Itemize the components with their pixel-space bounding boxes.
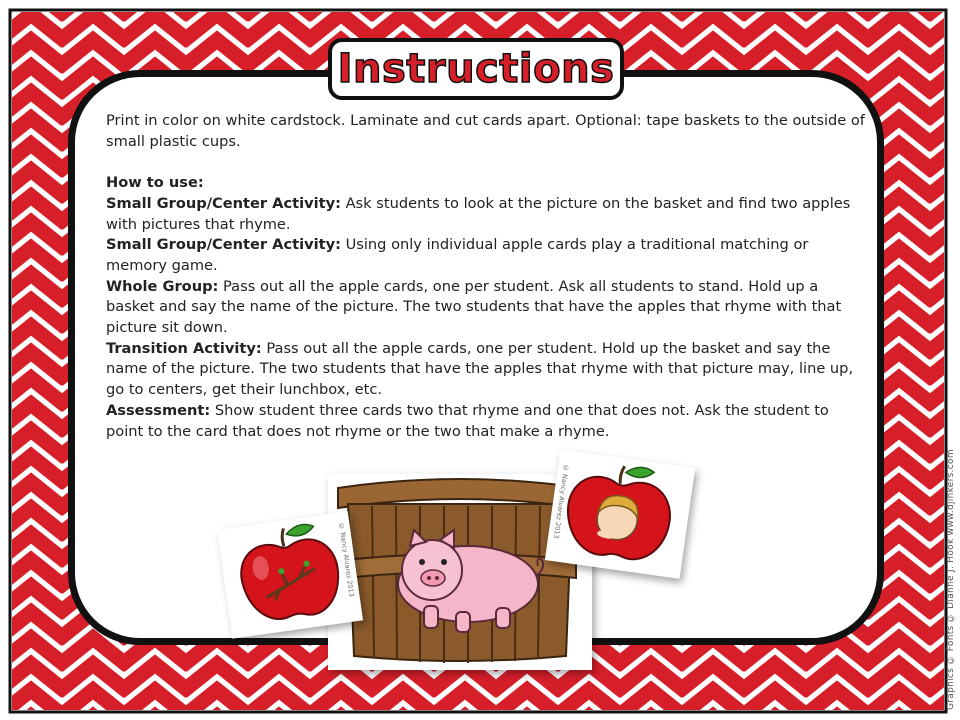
activity-label: Small Group/Center Activity: [106,236,341,254]
title-box [328,38,624,100]
card-credit: © Nancy Alvarez 2013 [337,521,356,598]
instructions-text [106,111,866,442]
activity-whole-group [106,277,866,339]
apple-card-left [217,511,363,638]
page-title: Instructions [337,46,615,92]
activity-text: Using only individual apple cards play a traditional matching or memory game. [106,236,809,274]
apple-card-right [545,449,695,579]
activity-label: Transition Activity: [106,339,262,357]
activity-label: Whole Group: [106,277,219,295]
activity-text: Pass out all the apple cards, one per student. Hold up the basket and say the name of the picture. The two students that have the apples that rhyme with that picture may, line up, go to centers, get their lunchbox, etc. [106,339,854,399]
activity-transition [106,339,866,401]
activity-small-group-1 [106,194,866,235]
activity-text: Pass out all the apple cards, one per student. Ask all students to stand. Hold up a basket and say the name of the picture. The two students that have the apples that rhyme with that picture sit down. [106,277,842,337]
activity-text: Show student three cards two that rhyme and one that does not. Ask the student to point to the card that does not rhyme or the two that make a rhyme. [106,401,829,440]
intro-paragraph: Print in color on white cardstock. Laminate and cut cards apart. Optional: tape baskets to the outside of small plastic cups. [106,112,865,150]
copyright-watermark: Graphics © Fonts © Dianne J. Hook www.djinkers.com [946,449,956,710]
activity-text: Ask students to look at the picture on the basket and find two apples with pictures that rhyme. [106,194,851,233]
activity-assessment [106,401,866,442]
how-to-use-heading: How to use: [106,174,204,192]
activity-label: Assessment: [106,401,211,419]
activity-small-group-2 [106,235,866,276]
card-credit: © Nancy Alvarez 2013 [552,463,571,540]
activity-label: Small Group/Center Activity: [106,194,341,212]
